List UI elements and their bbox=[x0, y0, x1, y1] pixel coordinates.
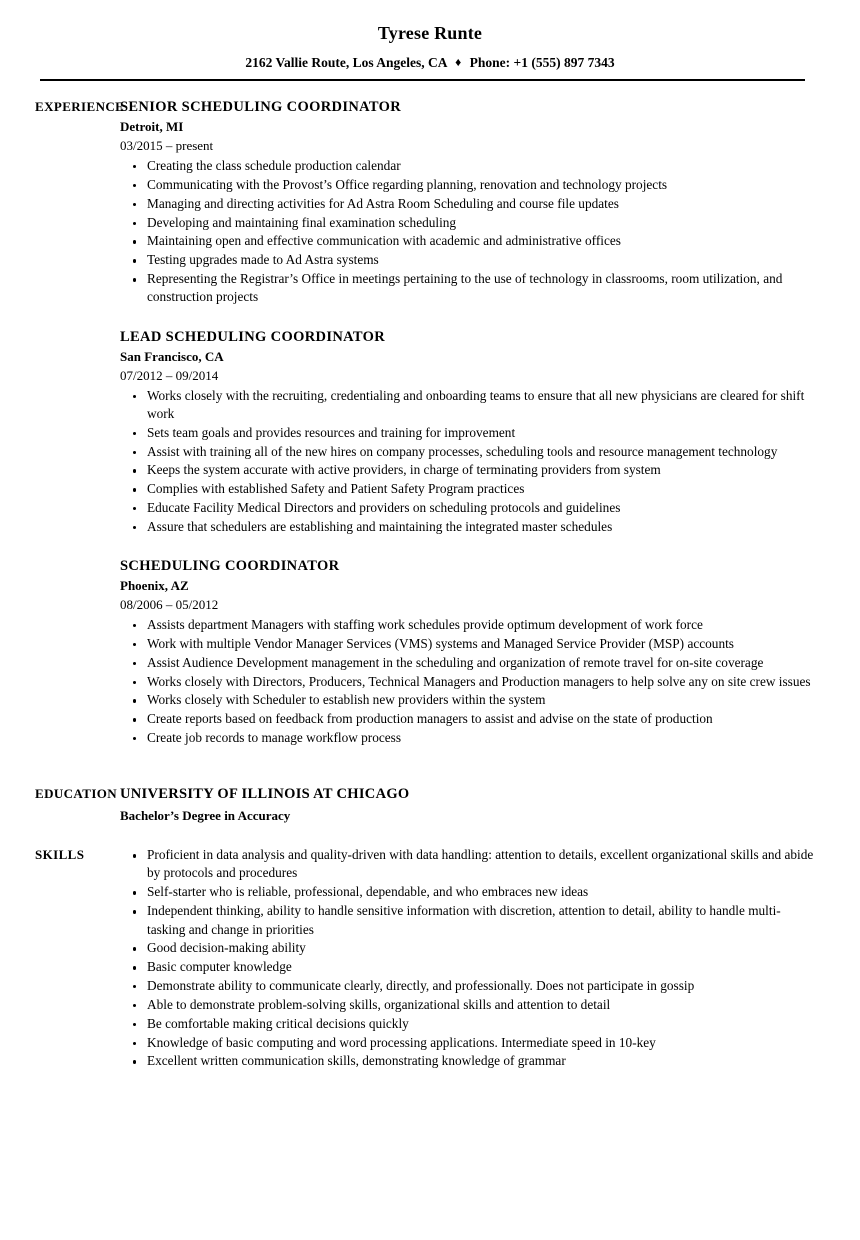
list-item: Sets team goals and provides resources and training for improvement bbox=[120, 424, 815, 442]
candidate-name: Tyrese Runte bbox=[377, 23, 483, 43]
job-location: Phoenix, AZ bbox=[120, 578, 189, 594]
list-item: Works closely with Scheduler to establish new providers within the system bbox=[120, 691, 815, 709]
list-item: Maintaining open and effective communication with academic and administrative offices bbox=[120, 232, 815, 250]
contact-address: 2162 Vallie Route, Los Angeles, CA bbox=[245, 54, 447, 70]
list-item: Creating the class schedule production calendar bbox=[120, 157, 815, 175]
list-item: Testing upgrades made to Ad Astra systems bbox=[120, 251, 815, 269]
list-item: Keeps the system accurate with active providers, in charge of terminating providers from system bbox=[120, 461, 815, 479]
job-dates: 08/2006 – 05/2012 bbox=[120, 597, 219, 613]
experience-item bbox=[120, 97, 815, 306]
job-bullet-list bbox=[120, 616, 815, 747]
list-item: Works closely with the recruiting, credentialing and onboarding teams to ensure that all new physicians are cleared for shift work bbox=[120, 387, 815, 424]
list-item: Work with multiple Vendor Manager Services (VMS) systems and Managed Service Provider (MSP) accounts bbox=[120, 635, 815, 653]
list-item: Be comfortable making critical decisions quickly bbox=[120, 1015, 815, 1033]
section-label-skills: SKILLS bbox=[35, 847, 85, 863]
experience-entries bbox=[120, 97, 860, 748]
list-item: Good decision-making ability bbox=[120, 939, 815, 957]
job-title: LEAD SCHEDULING COORDINATOR bbox=[120, 328, 386, 345]
section-label-education: EDUCATION bbox=[35, 785, 118, 801]
experience-item bbox=[120, 556, 815, 747]
job-location: Detroit, MI bbox=[120, 119, 184, 135]
skills-bullet-list bbox=[120, 846, 815, 1071]
list-item: Complies with established Safety and Patient Safety Program practices bbox=[120, 480, 815, 498]
job-title: SENIOR SCHEDULING COORDINATOR bbox=[120, 99, 402, 116]
job-location: San Francisco, CA bbox=[120, 348, 224, 364]
list-item: Demonstrate ability to communicate clearly, directly, and professionally. Does not participate in gossip bbox=[120, 977, 815, 995]
list-item: Basic computer knowledge bbox=[120, 958, 815, 976]
list-item: Proficient in data analysis and quality-driven with data handling: attention to details, excellent organizational skills and abide by protocols and procedures bbox=[120, 846, 815, 883]
list-item: Self-starter who is reliable, professional, dependable, and who embraces new ideas bbox=[120, 883, 815, 901]
list-item: Knowledge of basic computing and word processing applications. Intermediate speed in 10-key bbox=[120, 1034, 815, 1052]
section-skills bbox=[0, 845, 860, 1071]
contact-line bbox=[0, 55, 860, 72]
header-divider bbox=[40, 79, 805, 81]
list-item: Create job records to manage workflow process bbox=[120, 729, 815, 747]
resume-body bbox=[0, 97, 860, 1071]
list-item: Able to demonstrate problem-solving skills, organizational skills and attention to detail bbox=[120, 996, 815, 1014]
diamond-separator-icon: ♦ bbox=[455, 54, 462, 69]
education-degree: Bachelor’s Degree in Accuracy bbox=[120, 807, 291, 823]
section-experience bbox=[0, 97, 860, 748]
job-dates: 03/2015 – present bbox=[120, 138, 214, 154]
experience-item bbox=[120, 327, 815, 536]
list-item: Excellent written communication skills, demonstrating knowledge of grammar bbox=[120, 1052, 815, 1070]
list-item: Communicating with the Provost’s Office regarding planning, renovation and technology projects bbox=[120, 176, 815, 194]
job-title: SCHEDULING COORDINATOR bbox=[120, 558, 340, 575]
contact-phone: Phone: +1 (555) 897 7343 bbox=[469, 54, 615, 70]
list-item: Assists department Managers with staffing work schedules provide optimum development of work force bbox=[120, 616, 815, 634]
education-entries bbox=[120, 784, 860, 825]
list-item: Assist Audience Development management in the scheduling and organization of remote travel for on-site coverage bbox=[120, 654, 815, 672]
list-item: Independent thinking, ability to handle sensitive information with discretion, attention to detail, ability to handle multi-tasking and change in priorities bbox=[120, 902, 815, 939]
spacer-education bbox=[0, 748, 860, 784]
job-bullet-list bbox=[120, 387, 815, 537]
list-item: Developing and maintaining final examination scheduling bbox=[120, 214, 815, 232]
job-dates: 07/2012 – 09/2014 bbox=[120, 367, 219, 383]
resume-header bbox=[0, 0, 860, 81]
section-label-experience: EXPERIENCE bbox=[35, 99, 125, 115]
education-school: UNIVERSITY OF ILLINOIS AT CHICAGO bbox=[120, 785, 410, 802]
spacer-skills bbox=[0, 825, 860, 845]
skills-entries bbox=[120, 845, 860, 1071]
list-item: Assure that schedulers are establishing and maintaining the integrated master schedules bbox=[120, 518, 815, 536]
list-item: Create reports based on feedback from production managers to assist and advise on the state of production bbox=[120, 710, 815, 728]
list-item: Representing the Registrar’s Office in meetings pertaining to the use of technology in classrooms, room utilization, and construction projects bbox=[120, 270, 815, 307]
list-item: Assist with training all of the new hires on company processes, scheduling tools and resource management technology bbox=[120, 443, 815, 461]
list-item: Managing and directing activities for Ad Astra Room Scheduling and course file updates bbox=[120, 195, 815, 213]
job-bullet-list bbox=[120, 157, 815, 307]
list-item: Works closely with Directors, Producers, Technical Managers and Production managers to help solve any on site crew issues bbox=[120, 673, 815, 691]
list-item: Educate Facility Medical Directors and providers on scheduling protocols and guidelines bbox=[120, 499, 815, 517]
section-education bbox=[0, 784, 860, 825]
